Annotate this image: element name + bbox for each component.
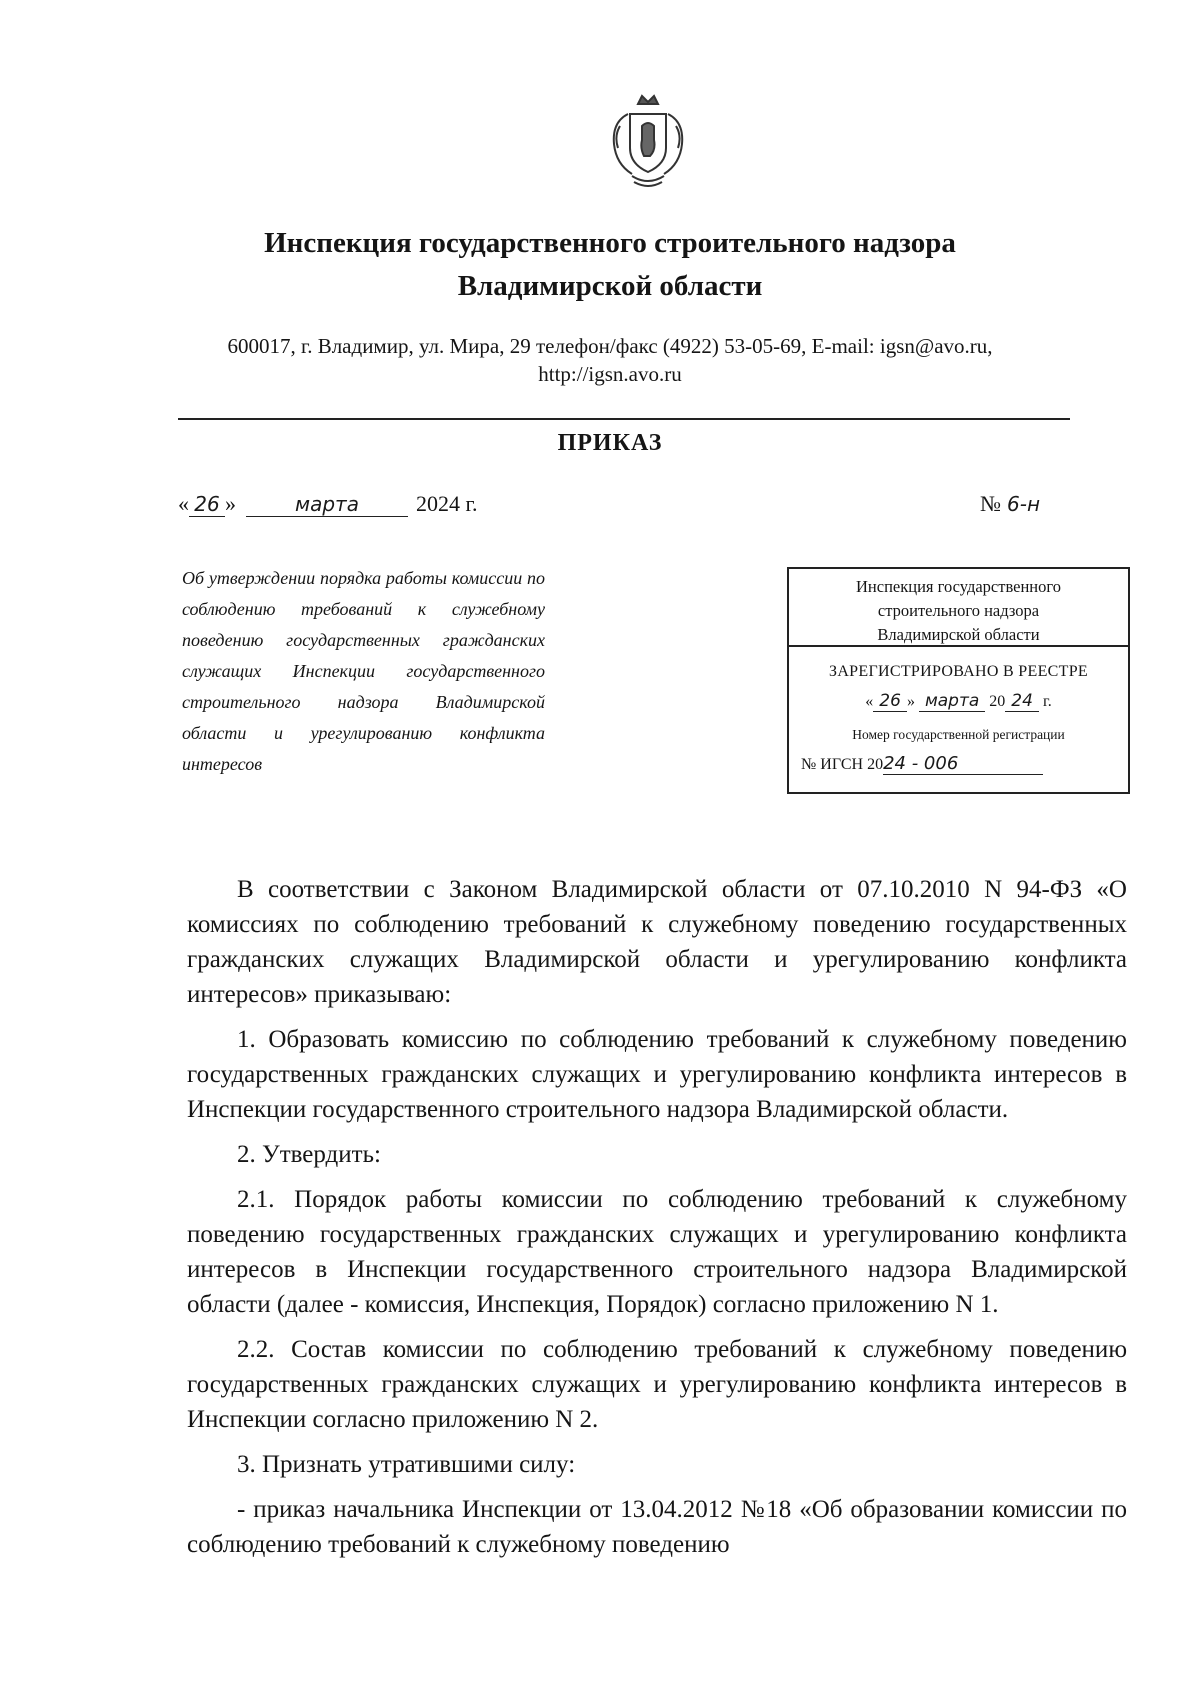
stamp-reg-number-value: 24 - 006 [883,753,1043,775]
website-url: http://igsn.avo.ru [538,362,682,386]
document-body [187,872,1127,1562]
stamp-date-close: » [906,693,915,710]
stamp-org-line: строительного надзора [877,601,1040,620]
body-preamble: В соответствии с Законом Владимирской области от 07.10.2010 N 94-ФЗ «О комиссиях по соблюдению требований к служебному поведению государственных гражданских служащих Владимирской области и урегулированию конфликта интересов» приказываю: [187,876,1127,1008]
number-value: 6-н [1007,492,1041,516]
stamp-date-year-suffix: 24 [1005,691,1039,712]
date-day: 26 [189,492,225,517]
coat-of-arms-emblem [598,92,698,192]
stamp-date [789,691,1128,711]
body-item-2-1: 2.1. Порядок работы комиссии по соблюдению требований к служебному поведению государственных гражданских служащих и урегулированию конфликта интересов в Инспекции государственного строительного надзора Владимирской области (далее - комиссия, Инспекция, Порядок) согласно приложению N 1. [187,1186,1127,1318]
document-date [178,491,478,517]
stamp-date-month: марта [919,691,985,712]
stamp-registered-label: ЗАРЕГИСТРИРОВАНО В РЕЕСТРЕ [829,663,1088,680]
document-subject: Об утверждении порядка работы комиссии по соблюдению требований к служебному поведению государственных гражданских служащих Инспекции государственного строительного надзора Владимирской области и урегулированию конфликта интересов [182,568,545,774]
number-label: № [980,491,1001,516]
document-number [980,491,1053,517]
body-item-2-2: 2.2. Состав комиссии по соблюдению требований к служебному поведению государственных гражданских служащих и урегулированию конфликта интересов в Инспекции согласно приложению N 2. [187,1336,1127,1433]
stamp-reg-number [801,753,1128,775]
organization-title [160,222,1060,308]
stamp-org-line: Владимирской области [877,625,1040,644]
header-divider [178,418,1070,420]
body-item-2: 2. Утвердить: [237,1141,381,1168]
stamp-date-day: 26 [873,691,907,712]
organization-contacts [160,332,1060,388]
date-close-quote: » [225,491,236,516]
stamp-date-open: « [865,693,874,710]
date-month: марта [246,492,408,517]
organization-name: Инспекция государственного строительного надзора [264,227,956,259]
stamp-reg-number-label: Номер государственной регистрации [852,727,1065,742]
stamp-organization [789,569,1128,647]
organization-region: Владимирской области [457,270,763,302]
body-item-3-bullet: - приказ начальника Инспекции от 13.04.2012 №18 «Об образовании комиссии по соблюдению требований к служебному поведению [187,1496,1127,1558]
address-phone-email: 600017, г. Владимир, ул. Мира, 29 телефон/факс (4922) 53-05-69, E-mail: igsn@avo.ru, [227,334,993,358]
stamp-reg-number-prefix: № ИГСН 20 [801,756,884,773]
stamp-org-line: Инспекция государственного [856,577,1061,596]
date-year: 2024 г. [416,491,478,516]
registration-stamp [787,567,1130,794]
body-item-3: 3. Признать утратившими силу: [237,1451,576,1478]
body-item-1: 1. Образовать комиссию по соблюдению требований к служебному поведению государственных гражданских служащих и урегулированию конфликта интересов в Инспекции государственного строительного надзора Владимирской области. [187,1026,1127,1123]
document-type: ПРИКАЗ [557,430,663,456]
stamp-date-year-prefix: 20 [989,693,1006,710]
stamp-date-year-unit: г. [1042,693,1052,710]
date-open-quote: « [178,491,189,516]
